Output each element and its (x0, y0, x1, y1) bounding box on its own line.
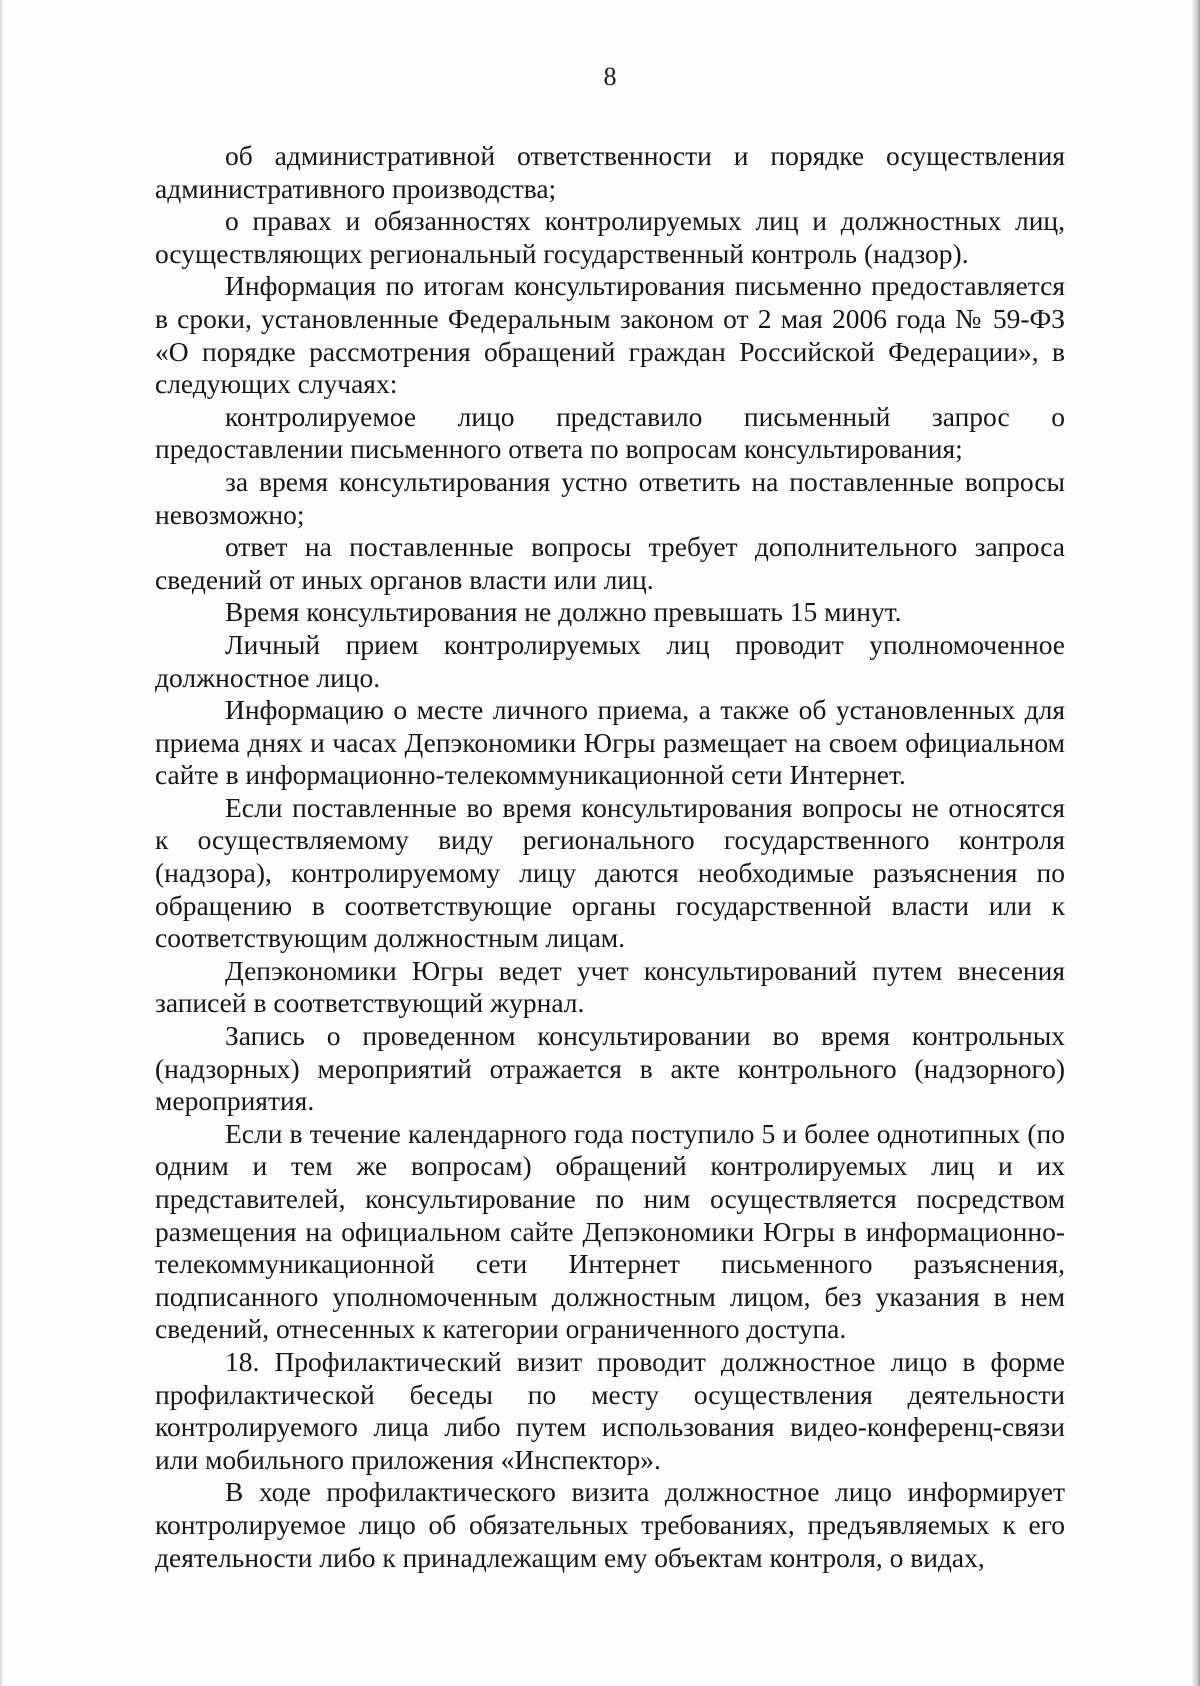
paragraph: Если в течение календарного года поступило 5 и более однотипных (по одним и тем же вопросам) обращений контролируемых лиц и их представителей, консультирование по ним осуществляется посредством размещения на официальном сайте Депэкономики Югры в информационно-телекоммуникационной сети Интернет письменного разъяснения, подписанного уполномоченным должностным лицом, без указания в нем сведений, отнесенных к категории ограниченного доступа. (155, 1117, 1065, 1345)
paragraph: Информация по итогам консультирования письменно предоставляется в сроки, установленные Федеральным законом от 2 мая 2006 года № 59-ФЗ «О порядке рассмотрения обращений граждан Российской Федерации», в следующих случаях: (155, 270, 1065, 400)
paragraph: Личный прием контролируемых лиц проводит уполномоченное должностное лицо. (155, 628, 1065, 693)
document-body (155, 140, 1065, 1574)
paragraph: за время консультирования устно ответить на поставленные вопросы невозможно; (155, 465, 1065, 530)
paragraph: Если поставленные во время консультирования вопросы не относятся к осуществляемому виду регионального государственного контроля (надзора), контролируемому лицу даются необходимые разъяснения по обращению в соответствующие органы государственной власти или к соответствующим должностным лицам. (155, 791, 1065, 954)
paragraph: Время консультирования не должно превышать 15 минут. (225, 596, 902, 628)
paragraph: Информацию о месте личного приема, а также об установленных для приема днях и часах Депэкономики Югры размещает на своем официальном сайте в информационно-телекоммуникационной сети Интернет. (155, 694, 1065, 791)
paragraph: Запись о проведенном консультировании во время контрольных (надзорных) мероприятий отражается в акте контрольного (надзорного) мероприятия. (155, 1020, 1065, 1117)
paragraph: Депэкономики Югры ведет учет консультирований путем внесения записей в соответствующий журнал. (155, 954, 1065, 1019)
paragraph: В ходе профилактического визита должностное лицо информирует контролируемое лицо об обязательных требованиях, предъявляемых к его деятельности либо к принадлежащим ему объектам контроля, о видах, (155, 1476, 1065, 1573)
paragraph: ответ на поставленные вопросы требует дополнительного запроса сведений от иных органов власти или лиц. (155, 531, 1065, 595)
paragraph: контролируемое лицо представило письменный запрос о предоставлении письменного ответа по вопросам консультирования; (155, 400, 1065, 465)
paragraph: об административной ответственности и порядке осуществления административного производства; (155, 140, 1065, 204)
scan-left-edge (0, 0, 3, 1686)
scan-right-edge (1192, 0, 1200, 1686)
paragraph: 18. Профилактический визит проводит должностное лицо в форме профилактической беседы по месту осуществления деятельности контролируемого лица либо путем использования видео-конференц-связи или мобильного приложения «Инспектор». (155, 1345, 1065, 1475)
page-number: 8 (603, 62, 617, 91)
paragraph: о правах и обязанностях контролируемых лиц и должностных лиц, осуществляющих региональный государственный контроль (надзор). (155, 205, 1065, 269)
